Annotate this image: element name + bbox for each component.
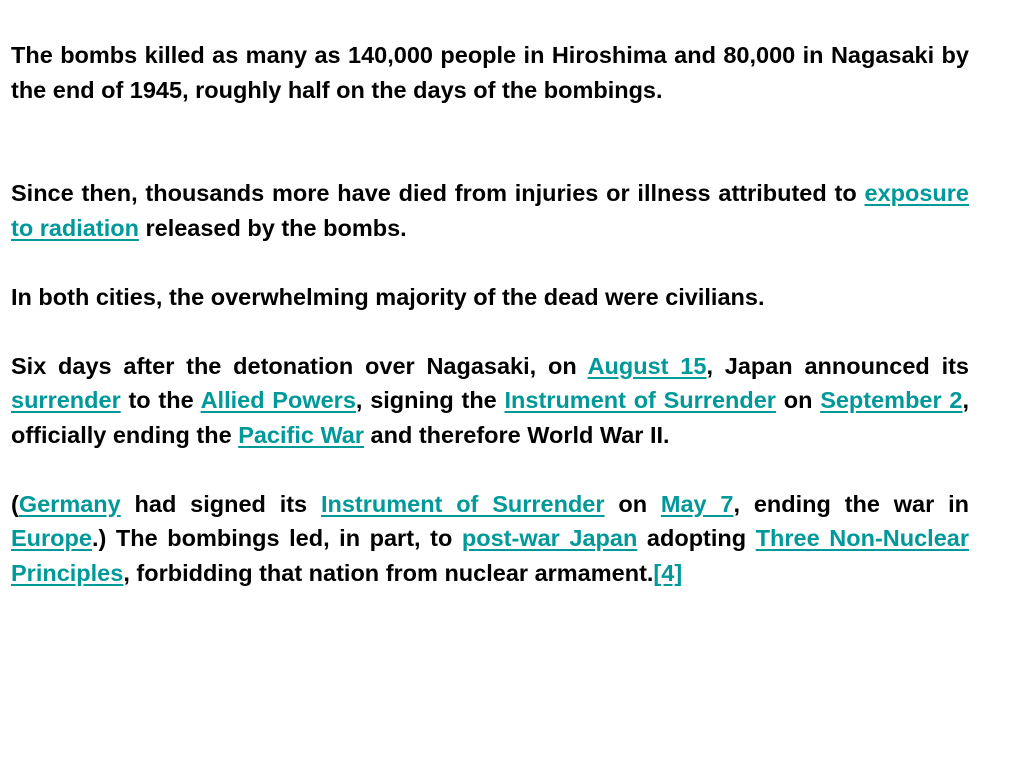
paragraph-spacer [11,314,969,349]
paragraph-text: on [604,490,661,517]
paragraph-text: Six days after the detonation over Nagasaki, on [11,352,588,379]
paragraph-text: Since then, thousands more have died from injuries or illness attributed to [11,180,865,206]
paragraph-text: ( [11,490,19,517]
paragraph-spacer [11,452,969,487]
link-surrender[interactable]: surrender [11,387,121,413]
link-may-7[interactable]: May 7 [660,490,734,517]
paragraph-text: , officially ending the [11,387,970,448]
paragraph-spacer [11,245,969,280]
link-exposure-to-radiation[interactable]: exposure to radiation [11,180,969,241]
link-citation-4[interactable]: [4] [653,559,683,586]
paragraph-text: , signing the [355,387,505,413]
paragraph-radiation-deaths [11,176,969,245]
paragraph-germany-and-principles [11,487,969,591]
link-germany[interactable]: Germany [18,490,121,517]
link-allied-powers[interactable]: Allied Powers [200,387,356,413]
paragraph-text: , forbidding that nation from nuclear armament. [123,559,654,586]
paragraph-civilians: In both cities, the overwhelming majority of the dead were civilians. [11,283,765,310]
paragraph-text: , Japan announced its [706,352,969,379]
link-post-war-japan[interactable]: post-war Japan [461,525,638,551]
link-september-2[interactable]: September 2 [820,387,963,413]
document-body [11,38,969,590]
paragraph-text: to the [120,387,201,413]
link-pacific-war[interactable]: Pacific War [238,421,365,448]
link-europe[interactable]: Europe [11,525,92,551]
paragraph-casualties: The bombs killed as many as 140,000 people in Hiroshima and 80,000 in Nagasaki by the end of 1945, roughly half on the days of the bombings. [11,42,969,103]
paragraph-text: released by the bombs. [138,214,407,241]
paragraph-text: on [775,387,821,413]
link-three-non-nuclear-principles[interactable]: Three Non-Nuclear Principles [11,525,969,586]
paragraph-text: adopting [637,525,756,551]
paragraph-surrender [11,349,969,453]
link-instrument-of-surrender[interactable]: Instrument of Surrender [504,387,776,413]
paragraph-spacer [11,107,969,176]
paragraph-text: had signed its [120,490,321,517]
paragraph-text: and therefore World War II. [364,421,670,448]
link-instrument-of-surrender-germany[interactable]: Instrument of Surrender [320,490,605,517]
link-august-15[interactable]: August 15 [587,352,707,379]
paragraph-text: .) The bombings led, in part, to [91,525,462,551]
paragraph-text: , ending the war in [733,490,969,517]
